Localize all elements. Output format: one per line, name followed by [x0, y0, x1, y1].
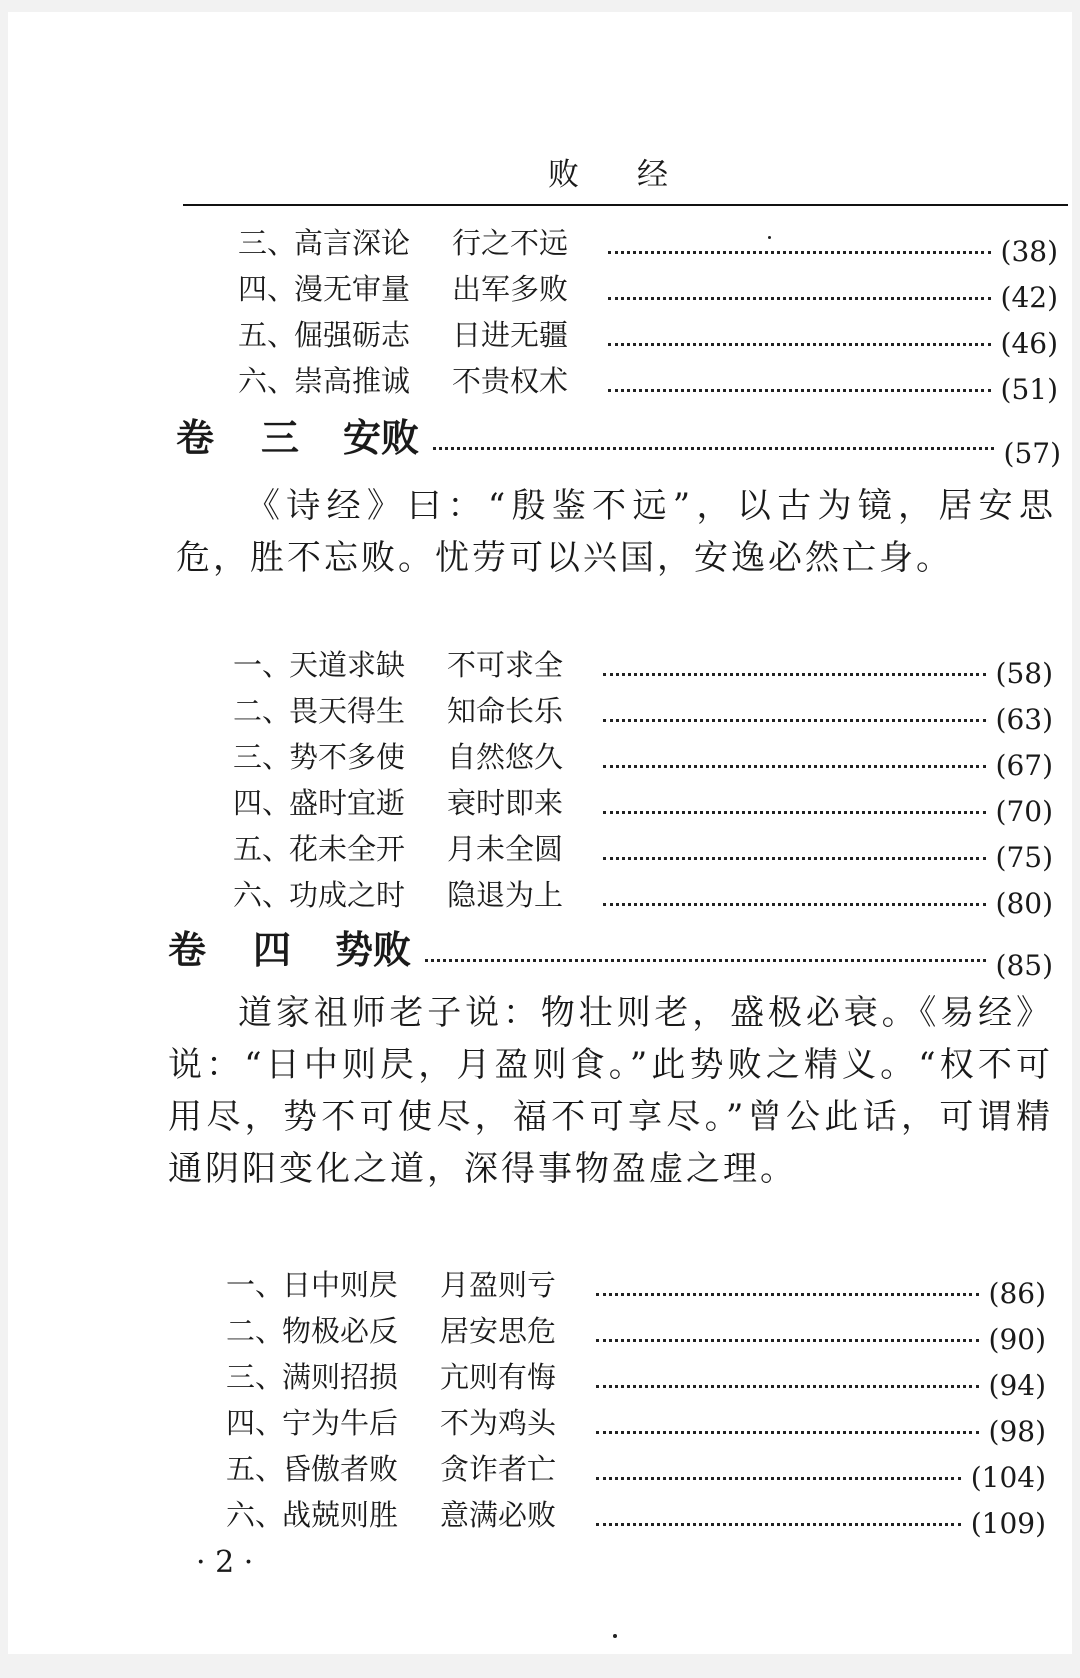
entry-number: 六、: [238, 364, 297, 398]
dot-leader: [603, 719, 986, 722]
dot-leader: [603, 903, 986, 906]
dot-leader: [596, 1339, 979, 1342]
page-number: · 2 ·: [196, 1545, 254, 1580]
toc-entry[interactable]: [226, 1402, 1046, 1448]
toc-entry[interactable]: [238, 314, 1058, 360]
toc-entry[interactable]: [238, 360, 1058, 406]
entry-page: (42): [1000, 281, 1058, 314]
entry-title-a: 漫无审量: [294, 272, 411, 306]
entry-page: (80): [995, 887, 1053, 920]
entry-page: (51): [1000, 373, 1058, 406]
entry-title-a: 势不多使: [289, 740, 406, 774]
print-speck: [768, 236, 771, 239]
entry-page: (70): [995, 795, 1053, 828]
juan-label: 卷: [168, 927, 207, 972]
header-rule: [183, 204, 1068, 206]
juan-number: 三: [261, 415, 300, 460]
dot-leader: [608, 389, 991, 392]
entry-title-b: 不为鸡头: [440, 1406, 557, 1440]
entry-title-b: 知命长乐: [447, 694, 564, 728]
entry-number: 三、: [238, 226, 297, 260]
juan-label: 卷: [176, 415, 215, 460]
dot-leader: [596, 1385, 979, 1388]
entry-number: 三、: [226, 1360, 285, 1394]
entry-title-a: 花未全开: [289, 832, 406, 866]
juan-heading[interactable]: [176, 410, 1061, 470]
entry-page: (58): [995, 657, 1053, 690]
dot-leader: [433, 447, 994, 450]
entry-title-b: 自然悠久: [447, 740, 564, 774]
dot-leader: [603, 765, 986, 768]
entry-title-b: 衰时即来: [447, 786, 564, 820]
entry-title-a: 天道求缺: [289, 648, 406, 682]
entry-page: (104): [970, 1461, 1046, 1494]
entry-title-b: 行之不远: [452, 226, 569, 260]
entry-page: (109): [970, 1507, 1046, 1540]
dot-leader: [596, 1293, 979, 1296]
entry-title-a: 崇高推诚: [294, 364, 411, 398]
entry-page: (98): [988, 1415, 1046, 1448]
entry-number: 六、: [233, 878, 292, 912]
toc-entry[interactable]: [226, 1310, 1046, 1356]
juan-number: 四: [253, 927, 292, 972]
toc-entry[interactable]: [226, 1448, 1046, 1494]
entry-number: 三、: [233, 740, 292, 774]
juan-title: 安败: [343, 415, 420, 460]
entry-number: 二、: [233, 694, 292, 728]
entry-title-a: 物极必反: [282, 1314, 399, 1348]
entry-title-b: 亢则有悔: [440, 1360, 557, 1394]
toc-entry[interactable]: [233, 782, 1053, 828]
entry-number: 一、: [233, 648, 292, 682]
entry-number: 五、: [226, 1452, 285, 1486]
entry-title-a: 功成之时: [289, 878, 406, 912]
entry-page: (90): [988, 1323, 1046, 1356]
entry-title-a: 战兢则胜: [282, 1498, 399, 1532]
dot-leader: [603, 857, 986, 860]
entry-title-b: 贪诈者亡: [440, 1452, 557, 1486]
entry-page: (94): [988, 1369, 1046, 1402]
entry-page: (63): [995, 703, 1053, 736]
entry-page: (38): [1000, 235, 1058, 268]
toc-entry[interactable]: [233, 874, 1053, 920]
running-header: 败经: [548, 157, 726, 193]
entry-page: (75): [995, 841, 1053, 874]
toc-entry[interactable]: [226, 1494, 1046, 1540]
entry-title-b: 出军多败: [452, 272, 569, 306]
entry-title-a: 倔强砺志: [294, 318, 411, 352]
toc-entry[interactable]: [233, 690, 1053, 736]
entry-title-a: 宁为牛后: [282, 1406, 399, 1440]
entry-number: 六、: [226, 1498, 285, 1532]
dot-leader: [425, 959, 986, 962]
dot-leader: [608, 343, 991, 346]
book-page: [8, 12, 1072, 1654]
entry-title-b: 隐退为上: [447, 878, 564, 912]
toc-entry[interactable]: [233, 736, 1053, 782]
dot-leader: [596, 1477, 961, 1480]
juan-intro-paragraph: 《诗经》曰：“殷鉴不远”，以古为镜，居安思危，胜不忘败。忧劳可以兴国，安逸必然亡身。: [176, 486, 1056, 578]
toc-entry[interactable]: [226, 1264, 1046, 1310]
juan-heading[interactable]: [168, 922, 1053, 982]
toc-entry[interactable]: [233, 828, 1053, 874]
toc-entry[interactable]: [233, 644, 1053, 690]
entry-number: 二、: [226, 1314, 285, 1348]
entry-number: 五、: [238, 318, 297, 352]
dot-leader: [596, 1523, 961, 1526]
entry-title-b: 月盈则亏: [440, 1268, 557, 1302]
juan-title: 势败: [335, 927, 412, 972]
toc-entry[interactable]: [238, 222, 1058, 268]
entry-title-a: 畏天得生: [289, 694, 406, 728]
entry-title-a: 盛时宜逝: [289, 786, 406, 820]
juan-page: (85): [995, 949, 1053, 982]
juan-intro-paragraph: 道家祖师老子说：物壮则老，盛极必衰。《易经》说：“日中则昃，月盈则食。”此势败之精义。“权不可用尽，势不可使尽，福不可享尽。”曾公此话，可谓精通阴阳变化之道，深得事物盈虚之理。: [168, 993, 1053, 1189]
entry-page: (67): [995, 749, 1053, 782]
dot-leader: [603, 673, 986, 676]
entry-title-b: 日进无疆: [452, 318, 569, 352]
entry-title-a: 日中则昃: [282, 1268, 399, 1302]
entry-page: (46): [1000, 327, 1058, 360]
juan-page: (57): [1003, 437, 1061, 470]
entry-title-a: 满则招损: [282, 1360, 399, 1394]
entry-title-b: 不贵权术: [452, 364, 569, 398]
entry-title-b: 意满必败: [440, 1498, 557, 1532]
toc-entry[interactable]: [226, 1356, 1046, 1402]
entry-number: 四、: [233, 786, 292, 820]
entry-number: 四、: [238, 272, 297, 306]
entry-number: 一、: [226, 1268, 285, 1302]
entry-title-b: 月未全圆: [447, 832, 564, 866]
entry-page: (86): [988, 1277, 1046, 1310]
entry-title-b: 居安思危: [440, 1314, 557, 1348]
entry-title-a: 昏傲者败: [282, 1452, 399, 1486]
print-speck: [613, 1634, 617, 1638]
entry-number: 四、: [226, 1406, 285, 1440]
dot-leader: [596, 1431, 979, 1434]
dot-leader: [608, 251, 991, 254]
dot-leader: [608, 297, 991, 300]
toc-entry[interactable]: [238, 268, 1058, 314]
entry-title-a: 高言深论: [294, 226, 411, 260]
entry-title-b: 不可求全: [447, 648, 564, 682]
entry-number: 五、: [233, 832, 292, 866]
dot-leader: [603, 811, 986, 814]
